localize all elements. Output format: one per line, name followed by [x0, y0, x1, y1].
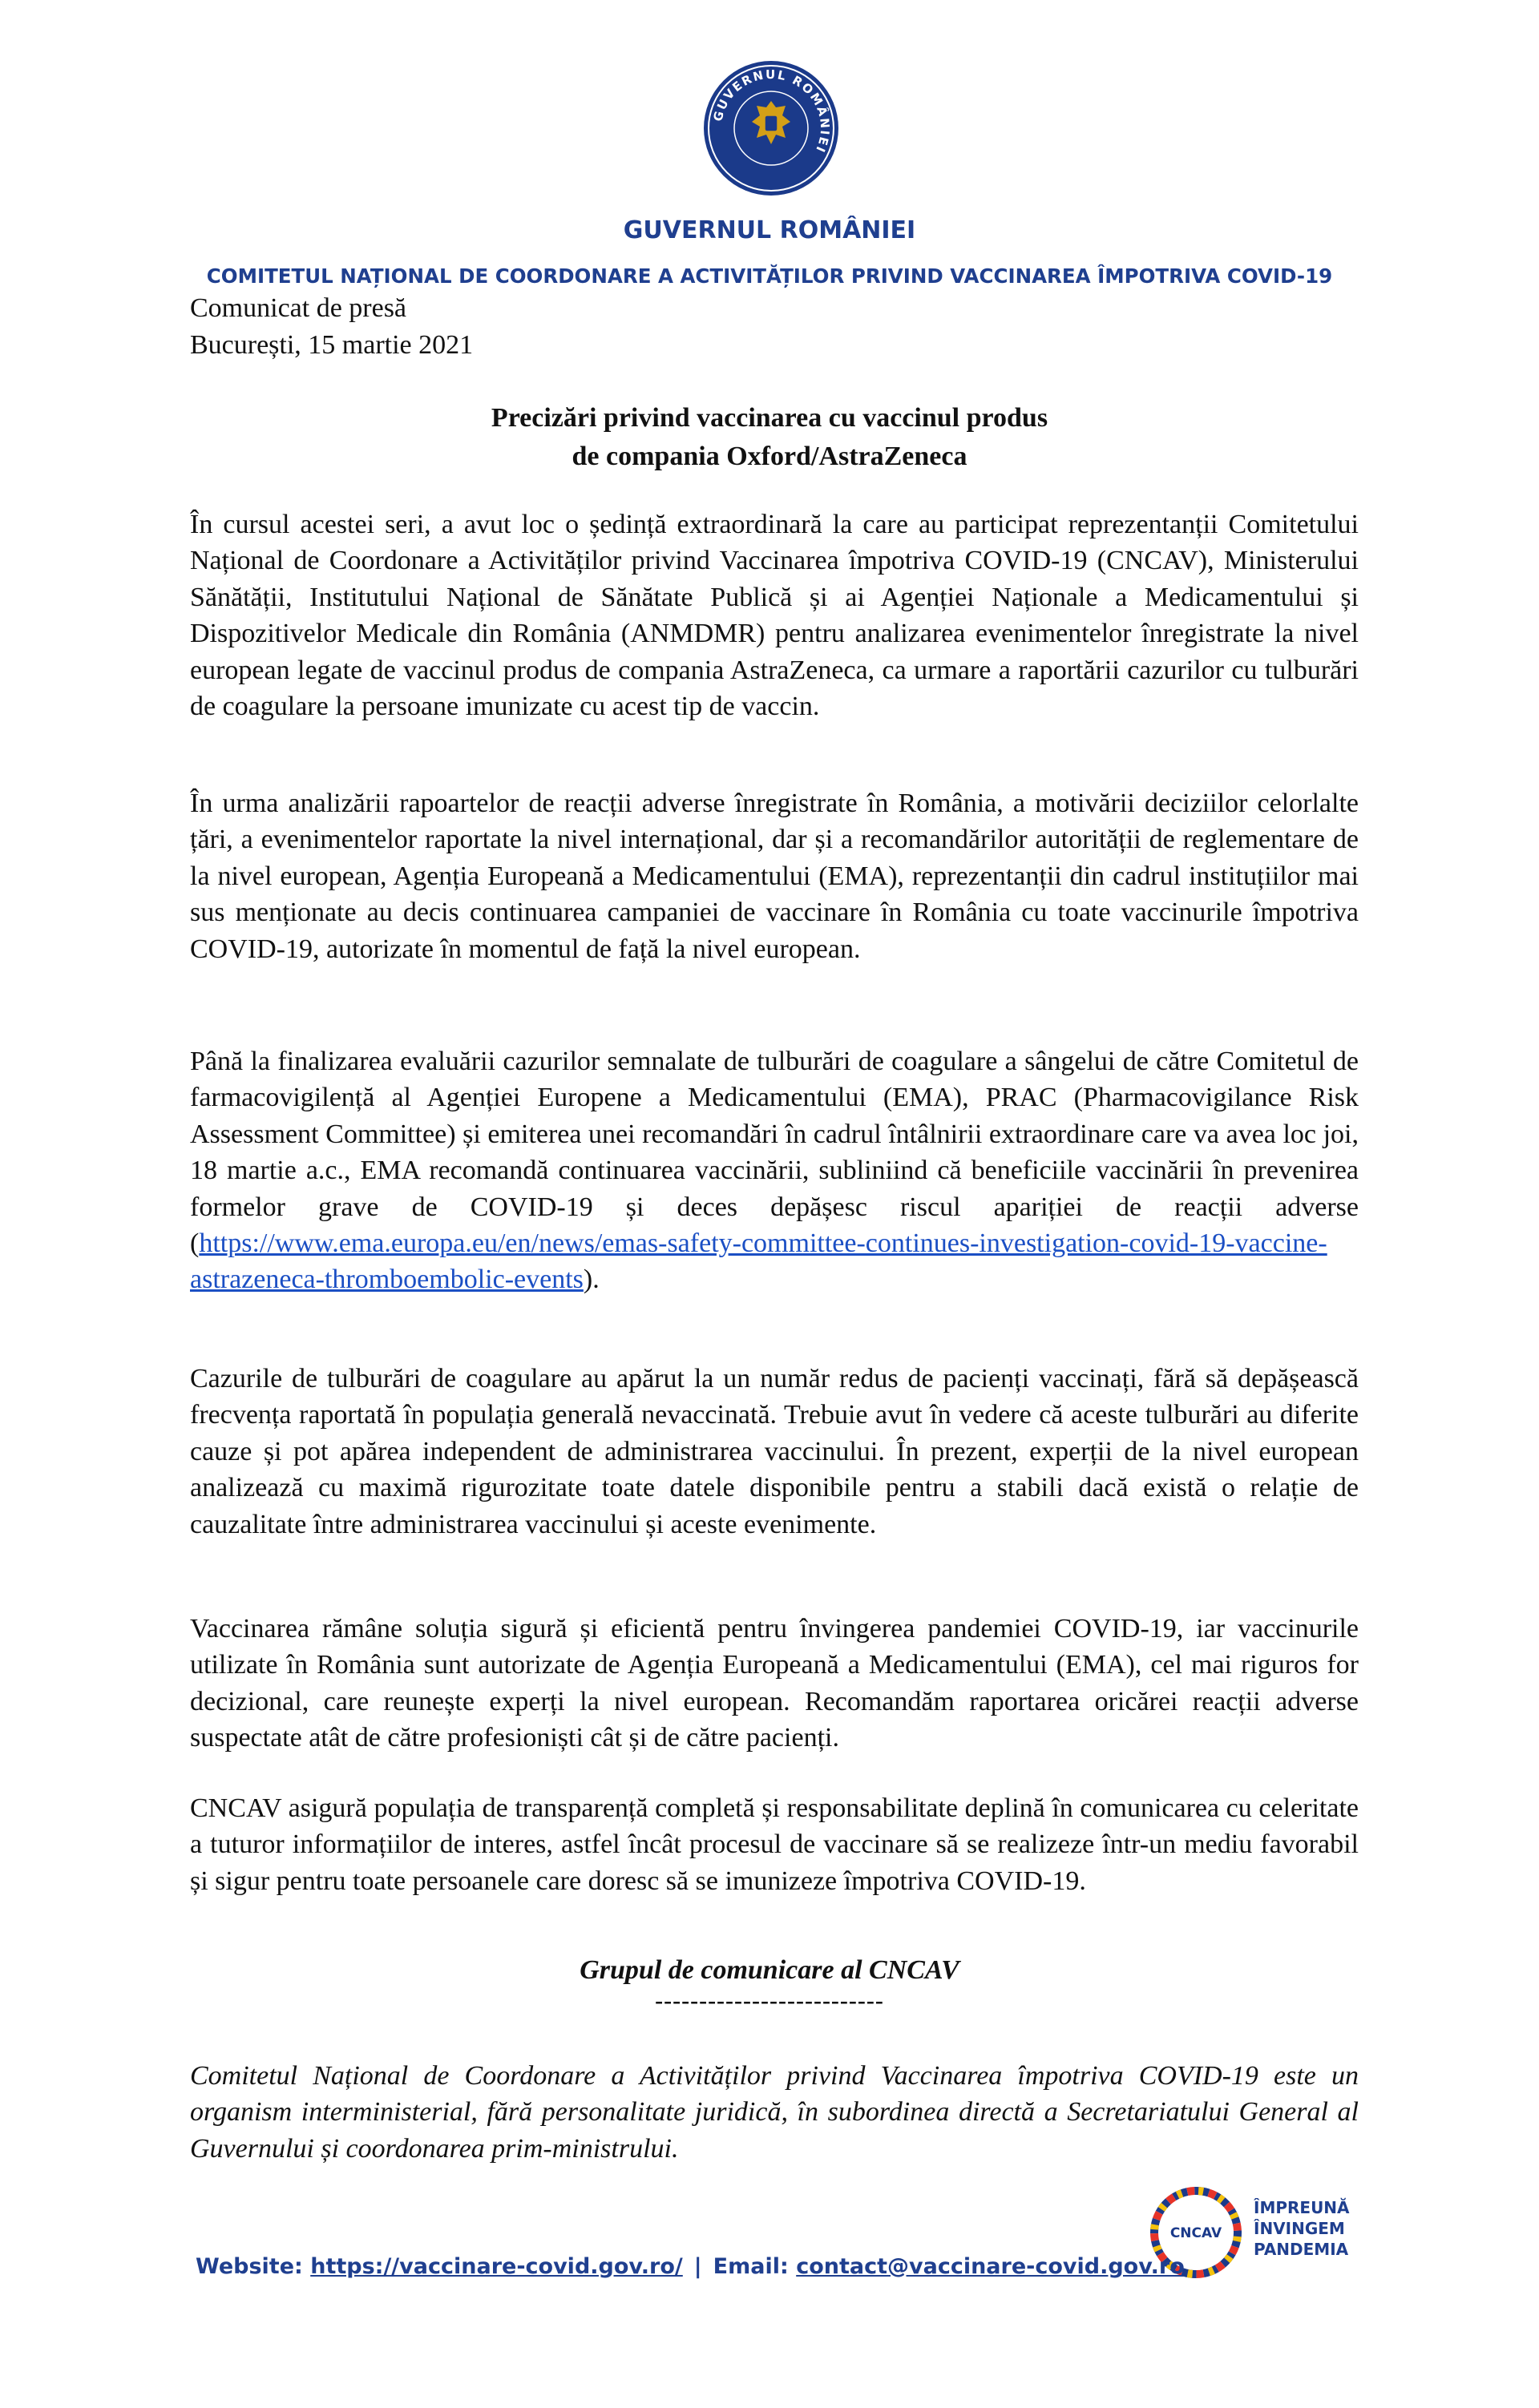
- committee-name: COMITETUL NAȚIONAL DE COORDONARE A ACTIVITĂȚILOR PRIVIND VACCINAREA ÎMPOTRIVA COVID-19: [206, 264, 1333, 288]
- paragraph-6: CNCAV asigură populația de transparență completă și responsabilitate deplină în comunicarea cu celeritate a tuturor informațiilor de interes, astfel încât procesul de vaccinare să se realizeze într-un mediu favorabil și sigur pentru toate persoanele care doresc să se imunizeze împotriva COVID-19.: [190, 1793, 1359, 1896]
- paragraph-5: Vaccinarea rămâne soluția sigură și eficientă pentru învingerea pandemiei COVID-19, iar vaccinurile utilizate în România sunt autorizate de Agenția Europeană a Medicamentului (EMA), cel mai riguros for decizional, care reunește experți la nivel european. Recomandăm raportarea oricărei reacții adverse suspectate atât de către profesioniști cât și de către pacienți.: [190, 1614, 1359, 1753]
- ema-news-link[interactable]: https://www.ema.europa.eu/en/news/emas-safety-committee-continues-investigation-covid-19-vaccine-astrazeneca-thromboembolic-events: [190, 1228, 1327, 1295]
- signature: Grupul de comunicare al CNCAV: [580, 1955, 959, 1985]
- document-title: [0, 399, 1539, 476]
- place-date: București, 15 martie 2021: [190, 330, 474, 360]
- logo-slogan: [1254, 2197, 1350, 2260]
- government-seal-icon: [702, 59, 840, 197]
- government-name: GUVERNUL ROMÂNIEI: [623, 216, 916, 244]
- seal-label: GUVERNUL ROMÂNIEI: [710, 67, 833, 156]
- title-line-2: de compania Oxford/AstraZeneca: [572, 442, 967, 471]
- paragraph-3: [190, 1043, 1359, 1298]
- paragraph-3-text: Până la finalizarea evaluării cazurilor semnalate de tulburări de coagulare a sângelui de către Comitetul de farmacovigilență al Agenției Europene a Medicamentului (EMA), PRAC (Pharmacovigilance Risk Assessment Committee) și emiterea unei recomandări în cadrul întâlnirii extraordinare care va avea loc joi, 18 martie a.c., EMA recomandă continuarea vaccinării, subliniind că beneficiile vaccinării în prevenirea formelor grave de COVID-19 și deces depășesc riscul apariției de reacții adverse (: [190, 1047, 1359, 1259]
- title-line-1: Precizări privind vaccinarea cu vaccinul produs: [491, 403, 1048, 433]
- contact-separator: |: [693, 2254, 702, 2279]
- logo-line-3: PANDEMIA: [1254, 2240, 1349, 2259]
- contact-footer: [196, 2254, 1185, 2279]
- divider: --------------------------: [655, 1987, 884, 2014]
- email-link[interactable]: contact@vaccinare-covid.gov.ro: [796, 2254, 1185, 2279]
- paragraph-4: Cazurile de tulburări de coagulare au apărut la un număr redus de pacienți vaccinați, fără să depășească frecvența raportată în populația generală nevaccinată. Trebuie avut în vedere că aceste tulburări au diferite cauze și pot apărea independent de administrarea vaccinului. În prezent, experții de la nivel european analizează cu maximă rigurozitate toate datele disponibile pentru a stabili dacă există o relație de cauzalitate între administrarea vaccinului și aceste evenimente.: [190, 1364, 1359, 1539]
- website-link[interactable]: https://vaccinare-covid.gov.ro/: [310, 2254, 683, 2279]
- logo-line-2: ÎNVINGEM: [1254, 2219, 1345, 2238]
- paragraph-3-end: ).: [583, 1265, 600, 1295]
- committee-footnote: Comitetul Național de Coordonare a Activităților privind Vaccinarea împotriva COVID-19 este un organism interministerial, fără personalitate juridică, în subordinea directă a Secretariatului General al Guvernului și coordonarea prim-ministrului.: [190, 2061, 1359, 2164]
- document-type: Comunicat de presă: [190, 293, 407, 323]
- paragraph-2: În urma analizării rapoartelor de reacții adverse înregistrate în România, a motivării deciziilor celorlalte țări, a evenimentelor raportate la nivel internațional, dar și a recomandărilor autorității de reglementare de la nivel european, Agenția Europeană a Medicamentului (EMA), reprezentanții din cadrul instituțiilor mai sus menționate au decis continuarea campaniei de vaccinare în România cu toate vaccinurile împotriva COVID-19, autorizate în momentul de față la nivel european.: [190, 789, 1359, 964]
- logo-line-1: ÎMPREUNĂ: [1254, 2198, 1350, 2217]
- email-label: Email:: [713, 2254, 789, 2279]
- release-meta: [190, 290, 473, 364]
- website-label: Website:: [196, 2254, 303, 2279]
- paragraph-1: În cursul acestei seri, a avut loc o ședință extraordinară la care au participat reprezentanții Comitetului Național de Coordonare a Activităților privind Vaccinarea împotriva COVID-19 (CNCAV), Ministerului Sănătății, Institutului Național de Sănătate Publică și ai Agenției Naționale a Medicamentului și Dispozitivelor Medicale din România (ANMDMR) pentru analizarea evenimentelor înregistrate la nivel european legate de vaccinul produs de compania AstraZeneca, ca urmare a raportării cazurilor cu tulburări de coagulare la persoane imunizate cu acest tip de vaccin.: [190, 510, 1359, 722]
- logo-mark-text: CNCAV: [1169, 2225, 1222, 2241]
